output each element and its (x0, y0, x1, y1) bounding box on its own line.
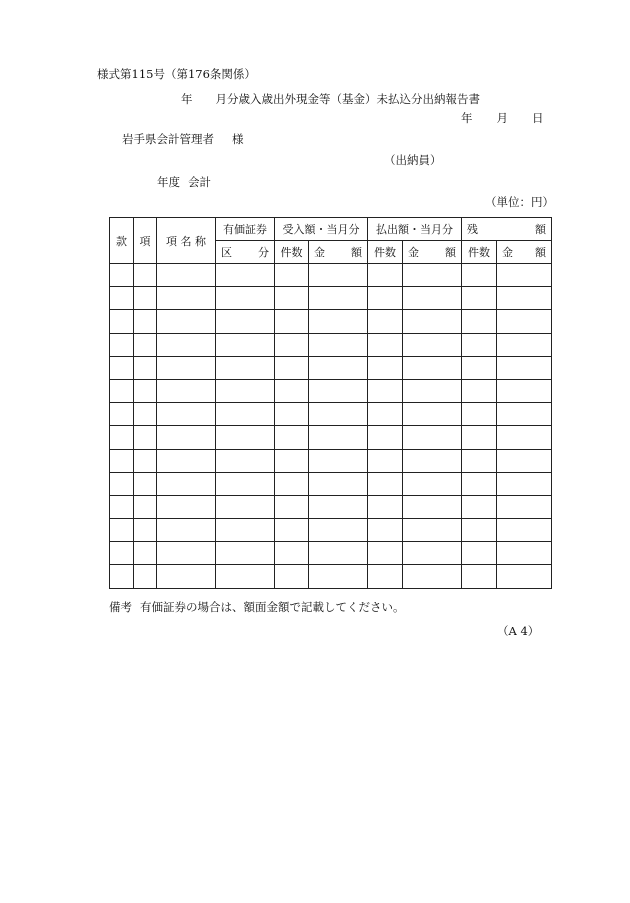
table-cell[interactable] (157, 403, 216, 426)
table-cell[interactable] (134, 356, 157, 379)
table-cell[interactable] (462, 542, 497, 565)
table-cell[interactable] (462, 519, 497, 542)
table-cell[interactable] (157, 449, 216, 472)
table-row (110, 264, 552, 287)
table-row (110, 379, 552, 402)
table-cell[interactable] (134, 495, 157, 518)
table-cell[interactable] (110, 333, 134, 356)
table-cell[interactable] (134, 264, 157, 287)
table-cell[interactable] (309, 333, 368, 356)
date-day-label: 日 (532, 111, 544, 125)
table-cell[interactable] (134, 333, 157, 356)
table-cell[interactable] (368, 426, 403, 449)
table-cell[interactable] (110, 356, 134, 379)
table-cell[interactable] (157, 426, 216, 449)
table-cell[interactable] (309, 472, 368, 495)
table-cell[interactable] (368, 310, 403, 333)
table-cell[interactable] (134, 472, 157, 495)
table-cell[interactable] (403, 333, 462, 356)
header-kou: 項 (134, 218, 157, 264)
table-row (110, 426, 552, 449)
table-cell[interactable] (309, 264, 368, 287)
header-paid-amount (403, 241, 462, 264)
table-cell[interactable] (462, 356, 497, 379)
table-cell[interactable] (134, 565, 157, 588)
table-cell[interactable] (309, 542, 368, 565)
report-title: 年 月分歳入歳出外現金等（基金）未払込分出納報告書 (181, 92, 480, 106)
table-cell[interactable] (216, 379, 275, 402)
table-cell[interactable] (403, 379, 462, 402)
header-kan: 款 (110, 218, 134, 264)
table-cell[interactable] (368, 264, 403, 287)
table-cell[interactable] (462, 333, 497, 356)
fiscal-year-account (157, 174, 211, 190)
table-cell[interactable] (368, 495, 403, 518)
table-cell[interactable] (309, 379, 368, 402)
table-cell[interactable] (368, 519, 403, 542)
date-year-label: 年 (461, 111, 473, 125)
report-table (109, 217, 552, 589)
header-received-amount (309, 241, 368, 264)
table-cell[interactable] (216, 542, 275, 565)
addressee-name: 岩手県会計管理者 (122, 132, 214, 146)
table-cell[interactable] (275, 565, 309, 588)
table-cell[interactable] (497, 542, 552, 565)
table-cell[interactable] (462, 264, 497, 287)
table-row (110, 542, 552, 565)
table-cell[interactable] (216, 565, 275, 588)
table-cell[interactable] (110, 426, 134, 449)
table-cell[interactable] (134, 426, 157, 449)
table-cell[interactable] (497, 403, 552, 426)
table-cell[interactable] (403, 310, 462, 333)
header-securities-division (216, 241, 275, 264)
table-cell[interactable] (157, 333, 216, 356)
table-cell[interactable] (275, 542, 309, 565)
header-division-b: 分 (258, 246, 269, 259)
table-cell[interactable] (216, 449, 275, 472)
table-cell[interactable] (403, 472, 462, 495)
table-cell[interactable] (462, 495, 497, 518)
table-cell[interactable] (309, 495, 368, 518)
amount-a: 金 (502, 246, 513, 259)
table-cell[interactable] (462, 403, 497, 426)
table-cell[interactable] (368, 379, 403, 402)
table-cell[interactable] (216, 403, 275, 426)
table-row (110, 403, 552, 426)
amount-a: 金 (408, 246, 419, 259)
table-cell[interactable] (110, 403, 134, 426)
table-cell[interactable] (275, 426, 309, 449)
table-cell[interactable] (134, 379, 157, 402)
table-cell[interactable] (403, 519, 462, 542)
table-cell[interactable] (462, 379, 497, 402)
table-cell[interactable] (462, 426, 497, 449)
table-cell[interactable] (497, 565, 552, 588)
header-item-name: 項 名 称 (157, 218, 216, 264)
header-securities: 有価証券 (216, 218, 275, 241)
table-cell[interactable] (157, 310, 216, 333)
table-cell[interactable] (134, 542, 157, 565)
amount-b: 額 (535, 246, 546, 259)
table-cell[interactable] (309, 356, 368, 379)
remarks (109, 599, 405, 615)
table-cell[interactable] (110, 379, 134, 402)
table-cell[interactable] (403, 542, 462, 565)
table-row (110, 565, 552, 588)
table-cell[interactable] (275, 310, 309, 333)
table-cell[interactable] (157, 356, 216, 379)
header-received: 受入額・当月分 (275, 218, 368, 241)
table-cell[interactable] (110, 310, 134, 333)
table-cell[interactable] (497, 379, 552, 402)
remarks-text: 有価証券の場合は、額面金額で記載してください。 (140, 600, 405, 614)
table-cell[interactable] (368, 449, 403, 472)
header-paid-count: 件数 (368, 241, 403, 264)
header-balance (462, 218, 552, 241)
table-cell[interactable] (216, 310, 275, 333)
table-cell[interactable] (403, 403, 462, 426)
table-cell[interactable] (403, 287, 462, 310)
table-cell[interactable] (157, 379, 216, 402)
table-cell[interactable] (157, 519, 216, 542)
table-cell[interactable] (157, 565, 216, 588)
table-cell[interactable] (275, 449, 309, 472)
table-cell[interactable] (462, 472, 497, 495)
table-cell[interactable] (497, 264, 552, 287)
table-cell[interactable] (216, 426, 275, 449)
header-division-a: 区 (221, 246, 232, 259)
table-row (110, 519, 552, 542)
table-cell[interactable] (497, 287, 552, 310)
table-cell[interactable] (134, 449, 157, 472)
table-row (110, 449, 552, 472)
table-cell[interactable] (110, 449, 134, 472)
table-cell[interactable] (216, 287, 275, 310)
table-cell[interactable] (216, 333, 275, 356)
table-cell[interactable] (462, 310, 497, 333)
table-cell[interactable] (368, 356, 403, 379)
amount-b: 額 (445, 246, 456, 259)
table-cell[interactable] (134, 310, 157, 333)
table-cell[interactable] (216, 472, 275, 495)
sender-title: （出納員） (384, 153, 442, 167)
table-cell[interactable] (309, 565, 368, 588)
table-cell[interactable] (157, 472, 216, 495)
table-cell[interactable] (110, 542, 134, 565)
table-cell[interactable] (403, 264, 462, 287)
table-cell[interactable] (157, 495, 216, 518)
amount-b: 額 (351, 246, 362, 259)
table-cell[interactable] (275, 403, 309, 426)
table-cell[interactable] (216, 356, 275, 379)
table-cell[interactable] (309, 449, 368, 472)
unit-label: （単位：円） (485, 195, 554, 209)
table-cell[interactable] (497, 449, 552, 472)
table-cell[interactable] (309, 310, 368, 333)
header-received-count: 件数 (275, 241, 309, 264)
table-cell[interactable] (110, 287, 134, 310)
table-row (110, 472, 552, 495)
table-row (110, 333, 552, 356)
table-cell[interactable] (403, 449, 462, 472)
addressee-suffix: 様 (232, 132, 244, 146)
table-cell[interactable] (403, 495, 462, 518)
table-cell[interactable] (368, 333, 403, 356)
date-month-label: 月 (496, 111, 508, 125)
table-cell[interactable] (275, 264, 309, 287)
header-balance-b: 額 (535, 223, 546, 236)
table-cell[interactable] (368, 287, 403, 310)
form-number: 様式第115号（第176条関係） (97, 67, 256, 81)
table-cell[interactable] (275, 356, 309, 379)
table-cell[interactable] (497, 333, 552, 356)
table-cell[interactable] (275, 519, 309, 542)
table-cell[interactable] (275, 472, 309, 495)
table-cell[interactable] (275, 287, 309, 310)
table-cell[interactable] (309, 403, 368, 426)
table-cell[interactable] (275, 333, 309, 356)
table-cell[interactable] (368, 403, 403, 426)
table-cell[interactable] (497, 472, 552, 495)
table-row (110, 495, 552, 518)
header-balance-a: 残 (467, 223, 478, 236)
table-cell[interactable] (497, 495, 552, 518)
table-cell[interactable] (497, 310, 552, 333)
table-cell[interactable] (110, 565, 134, 588)
table-cell[interactable] (134, 287, 157, 310)
table-cell[interactable] (462, 287, 497, 310)
table-cell[interactable] (216, 264, 275, 287)
table-cell[interactable] (275, 379, 309, 402)
amount-a: 金 (314, 246, 325, 259)
table-cell[interactable] (110, 472, 134, 495)
table-cell[interactable] (157, 264, 216, 287)
table-cell[interactable] (497, 426, 552, 449)
table-row (110, 287, 552, 310)
table-cell[interactable] (110, 495, 134, 518)
table-cell[interactable] (368, 542, 403, 565)
table-cell[interactable] (368, 565, 403, 588)
table-cell[interactable] (309, 287, 368, 310)
table-cell[interactable] (403, 426, 462, 449)
remarks-label: 備考 (109, 600, 132, 614)
header-paid: 払出額・当月分 (368, 218, 462, 241)
header-balance-count: 件数 (462, 241, 497, 264)
table-row (110, 310, 552, 333)
table-cell[interactable] (134, 403, 157, 426)
table-cell[interactable] (134, 519, 157, 542)
header-balance-amount (497, 241, 552, 264)
table-cell[interactable] (403, 565, 462, 588)
table-cell[interactable] (110, 264, 134, 287)
table-cell[interactable] (497, 519, 552, 542)
table-cell[interactable] (462, 449, 497, 472)
table-cell[interactable] (309, 426, 368, 449)
paper-size-label: （A 4） (497, 624, 540, 638)
table-cell[interactable] (110, 519, 134, 542)
account-label: 会計 (188, 175, 211, 189)
table-cell[interactable] (157, 287, 216, 310)
table-cell[interactable] (216, 519, 275, 542)
fiscal-year-label: 年度 (157, 175, 180, 189)
addressee (122, 131, 244, 147)
table-cell[interactable] (216, 495, 275, 518)
table-cell[interactable] (497, 356, 552, 379)
table-cell[interactable] (157, 542, 216, 565)
table-cell[interactable] (368, 472, 403, 495)
table-row (110, 356, 552, 379)
table-cell[interactable] (403, 356, 462, 379)
table-cell[interactable] (275, 495, 309, 518)
table-cell[interactable] (309, 519, 368, 542)
date-line (461, 110, 544, 126)
table-cell[interactable] (462, 565, 497, 588)
